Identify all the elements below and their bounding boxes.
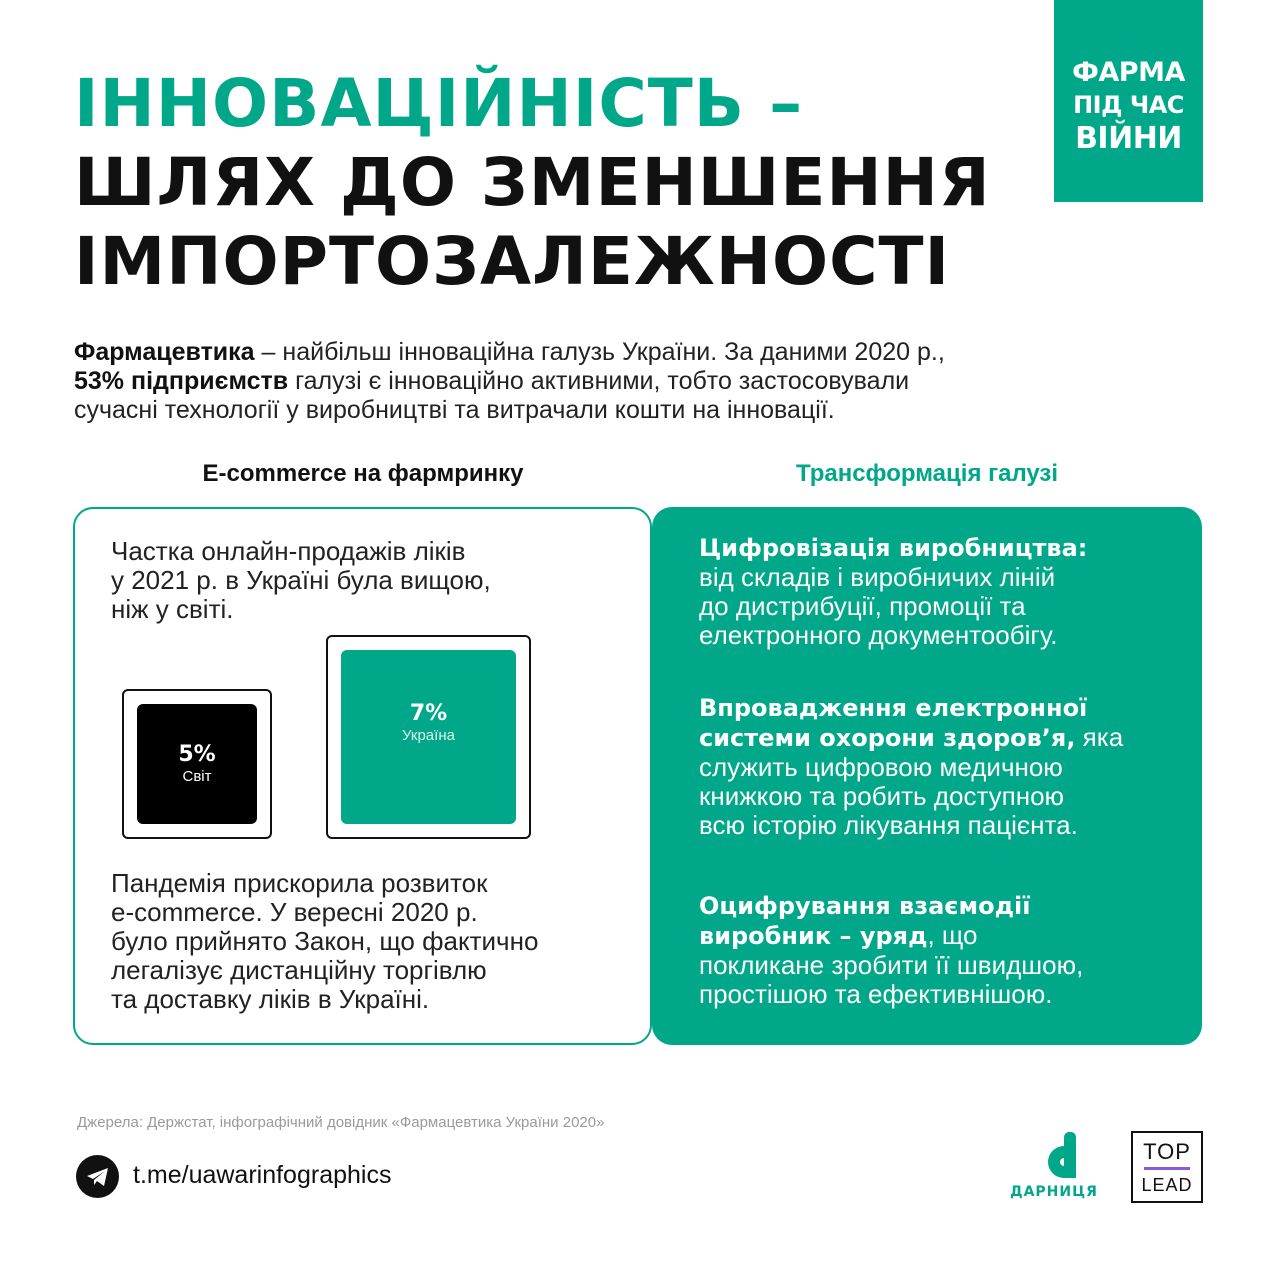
ecommerce-card xyxy=(73,507,652,1045)
item-bold: Цифровізація виробництва: xyxy=(699,534,1088,562)
text-line: до дистрибуції, промоції та xyxy=(699,591,1026,621)
transformation-item-2 xyxy=(699,693,1179,840)
bar-world-value: 5% xyxy=(178,742,216,767)
badge-line-2: ПІД ЧАС xyxy=(1073,90,1184,119)
toplead-logo xyxy=(1131,1131,1203,1203)
text-line: книжкою та робить доступною xyxy=(699,781,1065,811)
intro-bold-1: Фармацевтика xyxy=(74,338,255,366)
text-line: служить цифровою медичною xyxy=(699,752,1063,782)
darnytsia-mark-icon xyxy=(1034,1132,1078,1178)
bar-ukraine-value: 7% xyxy=(409,701,448,726)
toplead-divider xyxy=(1144,1167,1190,1170)
transformation-item-1 xyxy=(699,533,1179,650)
item-text: яка xyxy=(1075,722,1124,752)
toplead-top: TOP xyxy=(1143,1139,1191,1164)
text-line: було прийнято Закон, що фактично xyxy=(111,926,539,956)
intro-line-3: сучасні технології у виробництві та витрачали кошти на інновації. xyxy=(74,396,835,424)
text-line: ніж у світі. xyxy=(111,594,234,624)
text-line: покликане зробити її швидшою, xyxy=(699,950,1084,980)
intro-text-1: – найбільш інноваційна галузь України. За даними 2020 р., xyxy=(254,338,945,366)
text-line: Частка онлайн-продажів ліків xyxy=(111,536,466,566)
text-line: та доставку ліків в Україні. xyxy=(111,984,430,1014)
darnytsia-wordmark: ДАРНИЦЯ xyxy=(1010,1184,1098,1200)
intro-paragraph xyxy=(74,338,1194,425)
bar-ukraine-label: Україна xyxy=(402,727,455,744)
item-bold: виробник – уряд xyxy=(699,922,928,950)
telegram-icon[interactable] xyxy=(76,1155,119,1198)
transformation-card xyxy=(652,507,1202,1045)
bar-world-fill xyxy=(137,704,257,824)
ecommerce-text-bottom xyxy=(111,869,538,1014)
intro-line-2 xyxy=(74,367,1194,396)
sources-note: Джерела: Держстат, інфографічний довідник «Фармацевтика України 2020» xyxy=(77,1114,605,1131)
intro-line-1 xyxy=(74,338,1194,367)
text-line: легалізує дистанційну торгівлю xyxy=(111,955,487,985)
bar-ukraine-fill xyxy=(341,650,516,824)
text-line: всю історію лікування пацієнта. xyxy=(699,810,1078,840)
item-bold: системи охорони здоров’я, xyxy=(699,724,1076,752)
bar-world xyxy=(122,689,272,839)
transformation-item-3 xyxy=(699,891,1179,1009)
bar-world-label: Світ xyxy=(182,768,212,785)
item-bold: Оцифрування взаємодії xyxy=(699,892,1031,920)
title-line-3: ІМПОРТОЗАЛЕЖНОСТІ xyxy=(74,223,951,300)
text-line: простішою та ефективнішою. xyxy=(699,979,1053,1009)
text-line: Пандемія прискорила розвиток xyxy=(111,868,488,898)
badge-line-1: ФАРМА xyxy=(1072,56,1185,88)
item-bold: Впровадження електронної xyxy=(699,694,1088,722)
text-line: e-commerce. У вересні 2020 р. xyxy=(111,897,478,927)
telegram-plane-icon xyxy=(86,1167,110,1187)
title-line-2: ШЛЯХ ДО ЗМЕНШЕННЯ xyxy=(74,144,991,221)
item-text: , що xyxy=(927,920,978,950)
toplead-bottom: LEAD xyxy=(1141,1175,1193,1195)
right-section-heading: Трансформація галузі xyxy=(795,460,1059,487)
bar-ukraine xyxy=(326,635,531,839)
intro-bold-2: 53% підприємств xyxy=(74,367,289,395)
page-title xyxy=(74,64,1054,301)
text-line: електронного документообігу. xyxy=(699,620,1058,650)
telegram-link[interactable]: t.me/uawarinfographics xyxy=(133,1161,392,1189)
item-heading xyxy=(699,921,1179,951)
text-line: у 2021 р. в Україні була вищою, xyxy=(111,565,491,595)
item-heading xyxy=(699,693,1179,723)
left-section-heading: E-commerce на фармринку xyxy=(202,460,524,487)
item-heading xyxy=(699,533,1179,563)
item-heading xyxy=(699,723,1179,753)
title-line-1: ІННОВАЦІЙНІСТЬ – xyxy=(74,65,804,142)
intro-text-2: галузі є інноваційно активними, тобто застосовували xyxy=(288,367,910,395)
badge-line-3: ВІЙНИ xyxy=(1075,120,1182,156)
ecommerce-text-top xyxy=(111,537,491,624)
series-badge xyxy=(1054,0,1203,202)
text-line: від складів і виробничих ліній xyxy=(699,562,1056,592)
item-heading xyxy=(699,891,1179,921)
darnytsia-logo xyxy=(1006,1132,1102,1204)
